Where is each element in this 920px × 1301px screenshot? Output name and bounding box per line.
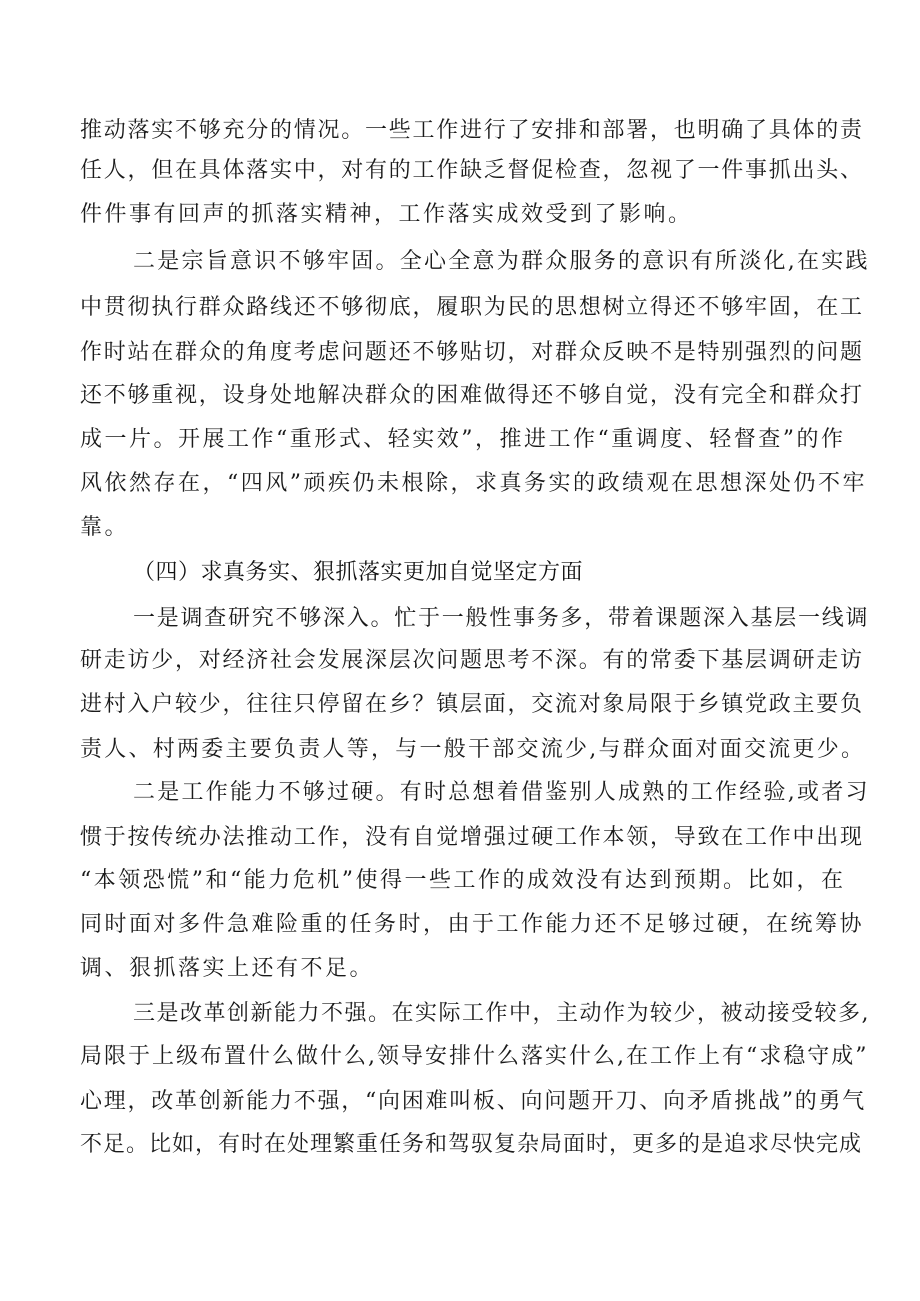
- section-heading: （四）求真务实、狠抓落实更加自觉坚定方面: [133, 560, 584, 585]
- paragraph-2-line-2: 中贯彻执行群众路线还不够彻底，履职为民的思想树立得还不够牢固，在工: [80, 295, 864, 320]
- paragraph-4-line-1: 二是工作能力不够过硬。有时总想着借鉴别人成熟的工作经验,或者习: [133, 780, 870, 805]
- paragraph-1-line-2: 任人，但在具体落实中，对有的工作缺乏督促检查，忽视了一件事抓出头、: [80, 158, 864, 183]
- paragraph-2-line-1: 二是宗旨意识不够牢固。全心全意为群众服务的意识有所淡化,在实践: [133, 249, 870, 274]
- paragraph-4-line-4: 同时面对多件急难险重的任务时，由于工作能力还不足够过硬，在统筹协: [80, 912, 865, 937]
- paragraph-4-line-2: 惯于按传统办法推动工作，没有自觉增强过硬工作本领，导致在工作中出现: [80, 825, 864, 850]
- paragraph-4-line-5: 调、狠抓落实上还有不足。: [80, 956, 375, 981]
- paragraph-2-line-5: 成一片。开展工作“重形式、轻实效”，推进工作“重调度、轻督查”的作: [80, 427, 846, 452]
- paragraph-5-line-4: 不足。比如，有时在处理繁重任务和驾驭复杂局面时，更多的是追求尽快完成: [80, 1132, 863, 1157]
- paragraph-1-line-3: 件件事有回声的抓落实精神，工作落实成效受到了影响。: [80, 202, 693, 227]
- paragraph-5-line-3: 心理，改革创新能力不强，“向困难叫板、向问题开刀、向矛盾挑战”的勇气: [80, 1089, 866, 1114]
- paragraph-2-line-7: 靠。: [80, 515, 130, 540]
- paragraph-3-line-1: 一是调查研究不够深入。忙于一般性事务多，带着课题深入基层一线调: [133, 606, 870, 631]
- paragraph-1-line-1: 推动落实不够充分的情况。一些工作进行了安排和部署，也明确了具体的责: [80, 118, 864, 143]
- paragraph-4-line-3: “本领恐慌”和“能力危机”使得一些工作的成效没有达到预期。比如，在: [80, 868, 846, 893]
- paragraph-2-line-3: 作时站在群众的角度考虑问题还不够贴切，对群众反映不是特别强烈的问题: [80, 340, 864, 365]
- paragraph-5-line-1: 三是改革创新能力不强。在实际工作中，主动作为较少，被动接受较多,: [133, 1001, 870, 1026]
- paragraph-3-line-4: 责人、村两委主要负责人等，与一般干部交流少,与群众面对面交流更少。: [80, 737, 866, 762]
- paragraph-3-line-2: 研走访少，对经济社会发展深层次问题思考不深。有的常委下基层调研走访: [80, 648, 864, 673]
- paragraph-2-line-6: 风依然存在，“四风”顽疾仍未根除，求真务实的政绩观在思想深处仍不牢: [80, 471, 867, 496]
- paragraph-5-line-2: 局限于上级布置什么做什么,领导安排什么落实什么,在工作上有“求稳守成”: [80, 1044, 869, 1069]
- paragraph-3-line-3: 进村入户较少，往往只停留在乡？镇层面，交流对象局限于乡镇党政主要负: [80, 692, 864, 717]
- paragraph-2-line-4: 还不够重视，设身处地解决群众的困难做得还不够自觉，没有完全和群众打: [80, 383, 864, 408]
